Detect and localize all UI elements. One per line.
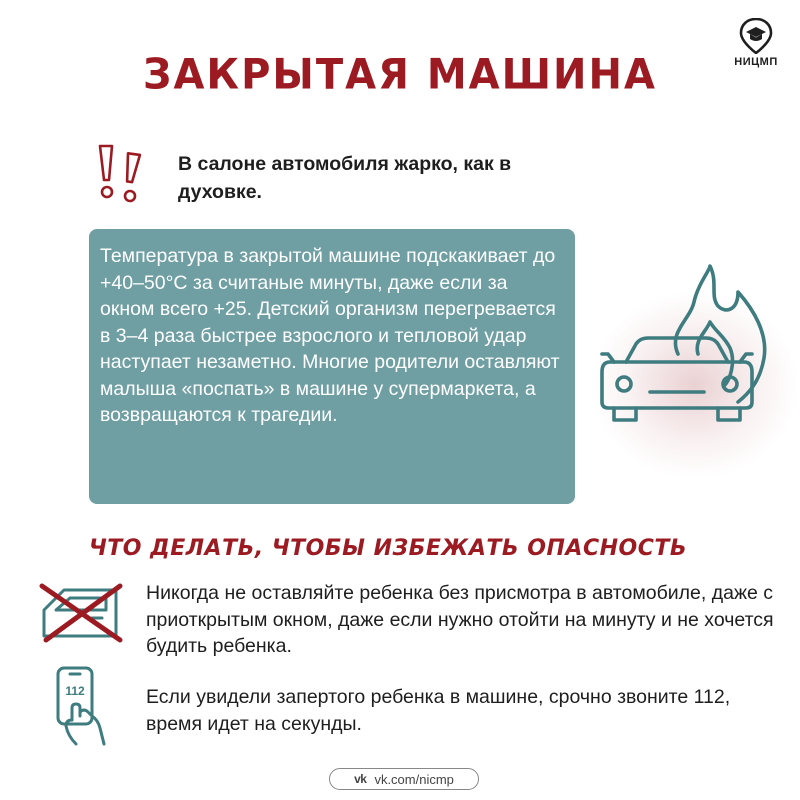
double-exclamation-icon — [96, 142, 148, 211]
logo-text: НИЦМП — [734, 56, 778, 68]
vk-icon: vk — [354, 772, 367, 786]
info-box — [89, 229, 575, 504]
vk-link-text[interactable]: vk.com/nicmp — [374, 771, 454, 787]
tip-text-1: Никогда не оставляйте ребенка без присмотра в автомобиле, даже с приоткрытым окном, даже если нужно отойти на минуту и не хочется будить ребенка. — [146, 582, 774, 657]
vk-link[interactable] — [329, 768, 479, 790]
info-text: Температура в закрытой машине подскакивает до +40–50°С за считаные минуты, даже если за окном всего +25. Детский организм перегревается в 3–4 раза быстрее взрослого и тепловой удар наступает незаметно. Многие родители оставляют малыша «поспать» в машине у супермаркета, а возвращаются к трагедии. — [100, 245, 560, 426]
graduation-cap-pin-icon — [739, 18, 773, 54]
section-title: ЧТО ДЕЛАТЬ, ЧТОБЫ ИЗБЕЖАТЬ ОПАСНОСТЬ — [89, 536, 688, 561]
page-title: ЗАКРЫТАЯ МАШИНА — [143, 50, 657, 100]
phone-112-icon — [52, 664, 112, 753]
crossed-car-door-icon — [36, 580, 126, 649]
warning-text: В салоне автомобиля жарко, как в духовке. — [178, 153, 512, 203]
tip-text-2: Если увидели запертого ребенка в машине, срочно звоните 112, время идет на секунды. — [146, 686, 731, 735]
burning-car-icon — [598, 262, 778, 447]
phone-112-label: 112 — [65, 684, 85, 698]
nicmp-logo — [728, 18, 784, 70]
